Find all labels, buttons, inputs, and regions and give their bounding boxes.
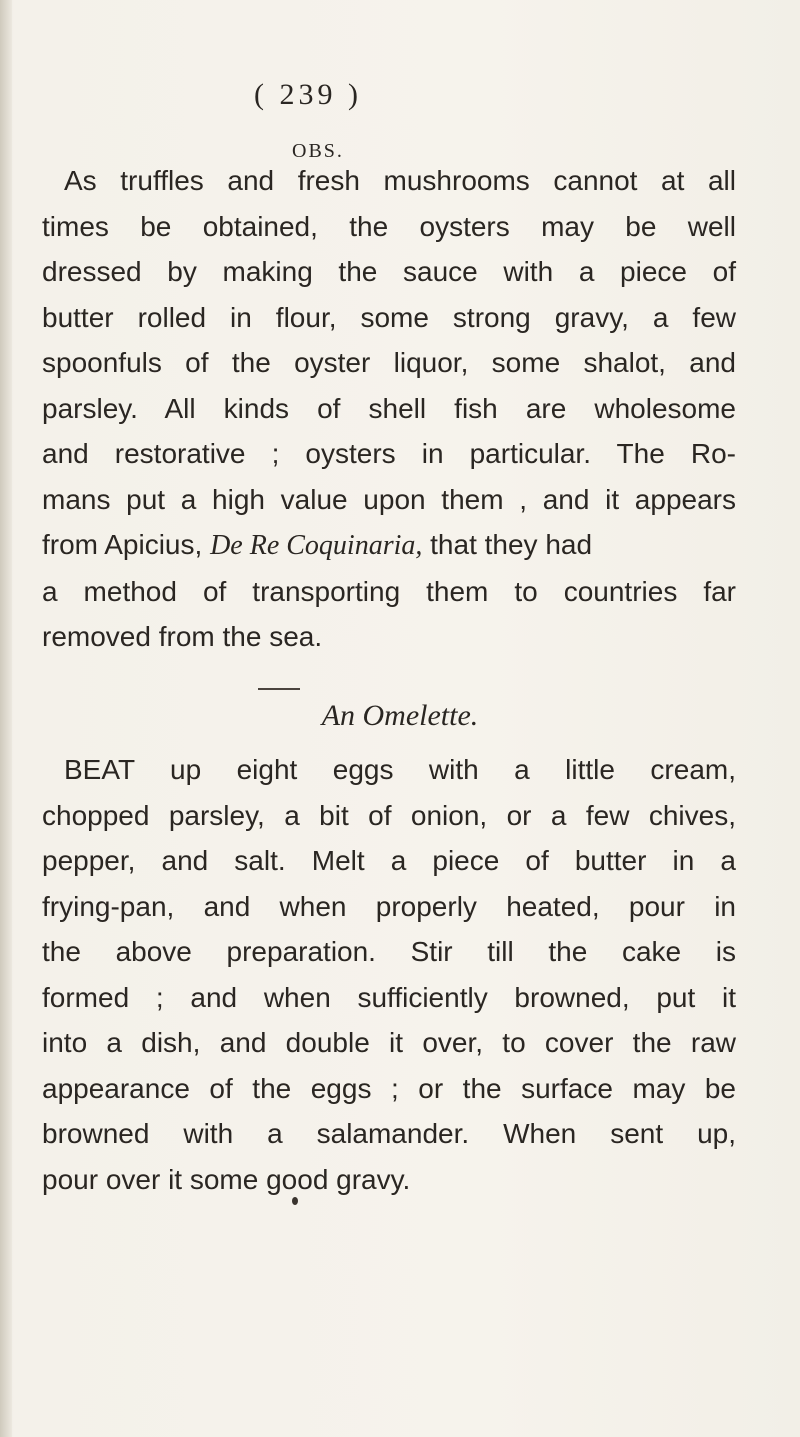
obs-label: OBS.	[292, 140, 344, 162]
text-line: frying-pan, and when properly heated, pour in	[42, 890, 736, 922]
recipe-paragraph	[42, 747, 736, 1202]
section-divider	[258, 688, 300, 690]
recipe-title: An Omelette.	[321, 699, 479, 732]
text-line: mans put a high value upon them , and it appears	[42, 483, 736, 515]
text-fragment: from Apicius,	[42, 529, 211, 560]
page-number: ( 239 )	[254, 78, 362, 111]
text-line: As truffles and fresh mushrooms cannot at all	[64, 165, 736, 196]
text-line: times be obtained, the oysters may be well	[42, 210, 736, 242]
obs-paragraph	[42, 158, 736, 660]
text-line: the above preparation. Stir till the cake is	[42, 936, 736, 967]
text-line: parsley. All kinds of shell fish are wholesome	[42, 392, 736, 424]
text-line: pour over it some good gravy.	[42, 1163, 411, 1195]
ink-speck	[292, 1197, 298, 1205]
text-line: browned with a salamander. When sent up,	[42, 1118, 736, 1149]
text-line: into a dish, and double it over, to cover the raw	[42, 1027, 736, 1058]
text-line	[42, 522, 736, 569]
text-line: and restorative ; oysters in particular. The Ro-	[42, 438, 736, 469]
text-line: dressed by making the sauce with a piece of	[42, 256, 736, 287]
book-title: De Re Coquinaria,	[210, 530, 423, 561]
text-line: butter rolled in flour, some strong gravy, a few	[42, 301, 736, 333]
text-line: chopped parsley, a bit of onion, or a few chives,	[42, 799, 736, 831]
text-line: BEAT up eight eggs with a little cream,	[64, 754, 736, 785]
text-line: removed from the sea.	[42, 621, 323, 652]
text-line: appearance of the eggs ; or the surface may be	[42, 1072, 736, 1104]
text-line: a method of transporting them to countries far	[42, 575, 736, 607]
text-line: pepper, and salt. Melt a piece of butter in a	[42, 845, 736, 876]
text-fragment: that they had	[422, 529, 593, 560]
text-line: spoonfuls of the oyster liquor, some shalot, and	[42, 347, 736, 378]
text-line: formed ; and when sufficiently browned, put it	[42, 981, 736, 1013]
